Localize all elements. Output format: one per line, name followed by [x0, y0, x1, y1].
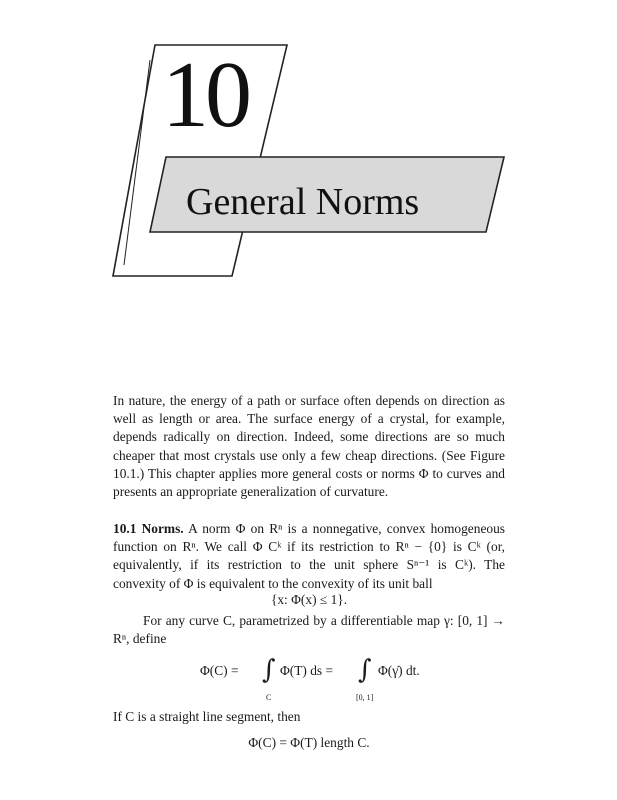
integral-sign-2: ∫ — [358, 655, 372, 685]
chapter-banner — [0, 0, 617, 300]
straight-line-text: If C is a straight line segment, then — [113, 709, 301, 724]
formula-lhs: Φ(C) = — [200, 663, 239, 678]
intro-paragraph: In nature, the energy of a path or surface often depends on direction as well as length or area. The surface energy of a crystal, for example, depends radically on direction. Indeed, some directions are so much cheaper that most crystals use only a few cheap directions. (See Figure 10.1.) This chapter applies more general costs or norms Φ to curves and presents an appropriate generalization of curvature. — [113, 393, 505, 500]
length-formula: Φ(C) = Φ(T) length C. — [248, 735, 370, 750]
subscript-c: C — [266, 693, 272, 702]
curve-paragraph — [113, 612, 505, 648]
chapter-title: General Norms — [186, 181, 420, 223]
subscript-interval: [0, 1] — [356, 693, 374, 702]
integral-sign-1: ∫ — [262, 655, 276, 685]
section-norms-paragraph — [113, 520, 505, 593]
section-heading: 10.1 Norms. — [113, 521, 184, 536]
formula-rhs: Φ(γ̇) dt. — [378, 663, 420, 678]
line-integral-formula — [200, 655, 500, 705]
section-body: A norm Φ on Rⁿ is a nonnegative, convex homogeneous function on Rⁿ. We call Φ Cᵏ if its restriction to Rⁿ − {0} is Cᵏ (or, equivalently, if its restriction to the unit sphere Sⁿ⁻¹ is Cᵏ). The convexity of Φ is equivalent to the convexity of its unit ball — [113, 521, 505, 591]
unit-ball-formula: {x: Φ(x) ≤ 1}. — [270, 592, 348, 607]
formula-mid: Φ(T) ds = — [280, 663, 334, 678]
curve-text: For any curve C, parametrized by a differentiable map γ: [0, 1] → Rⁿ, define — [113, 613, 505, 647]
chapter-number: 10 — [162, 43, 248, 147]
